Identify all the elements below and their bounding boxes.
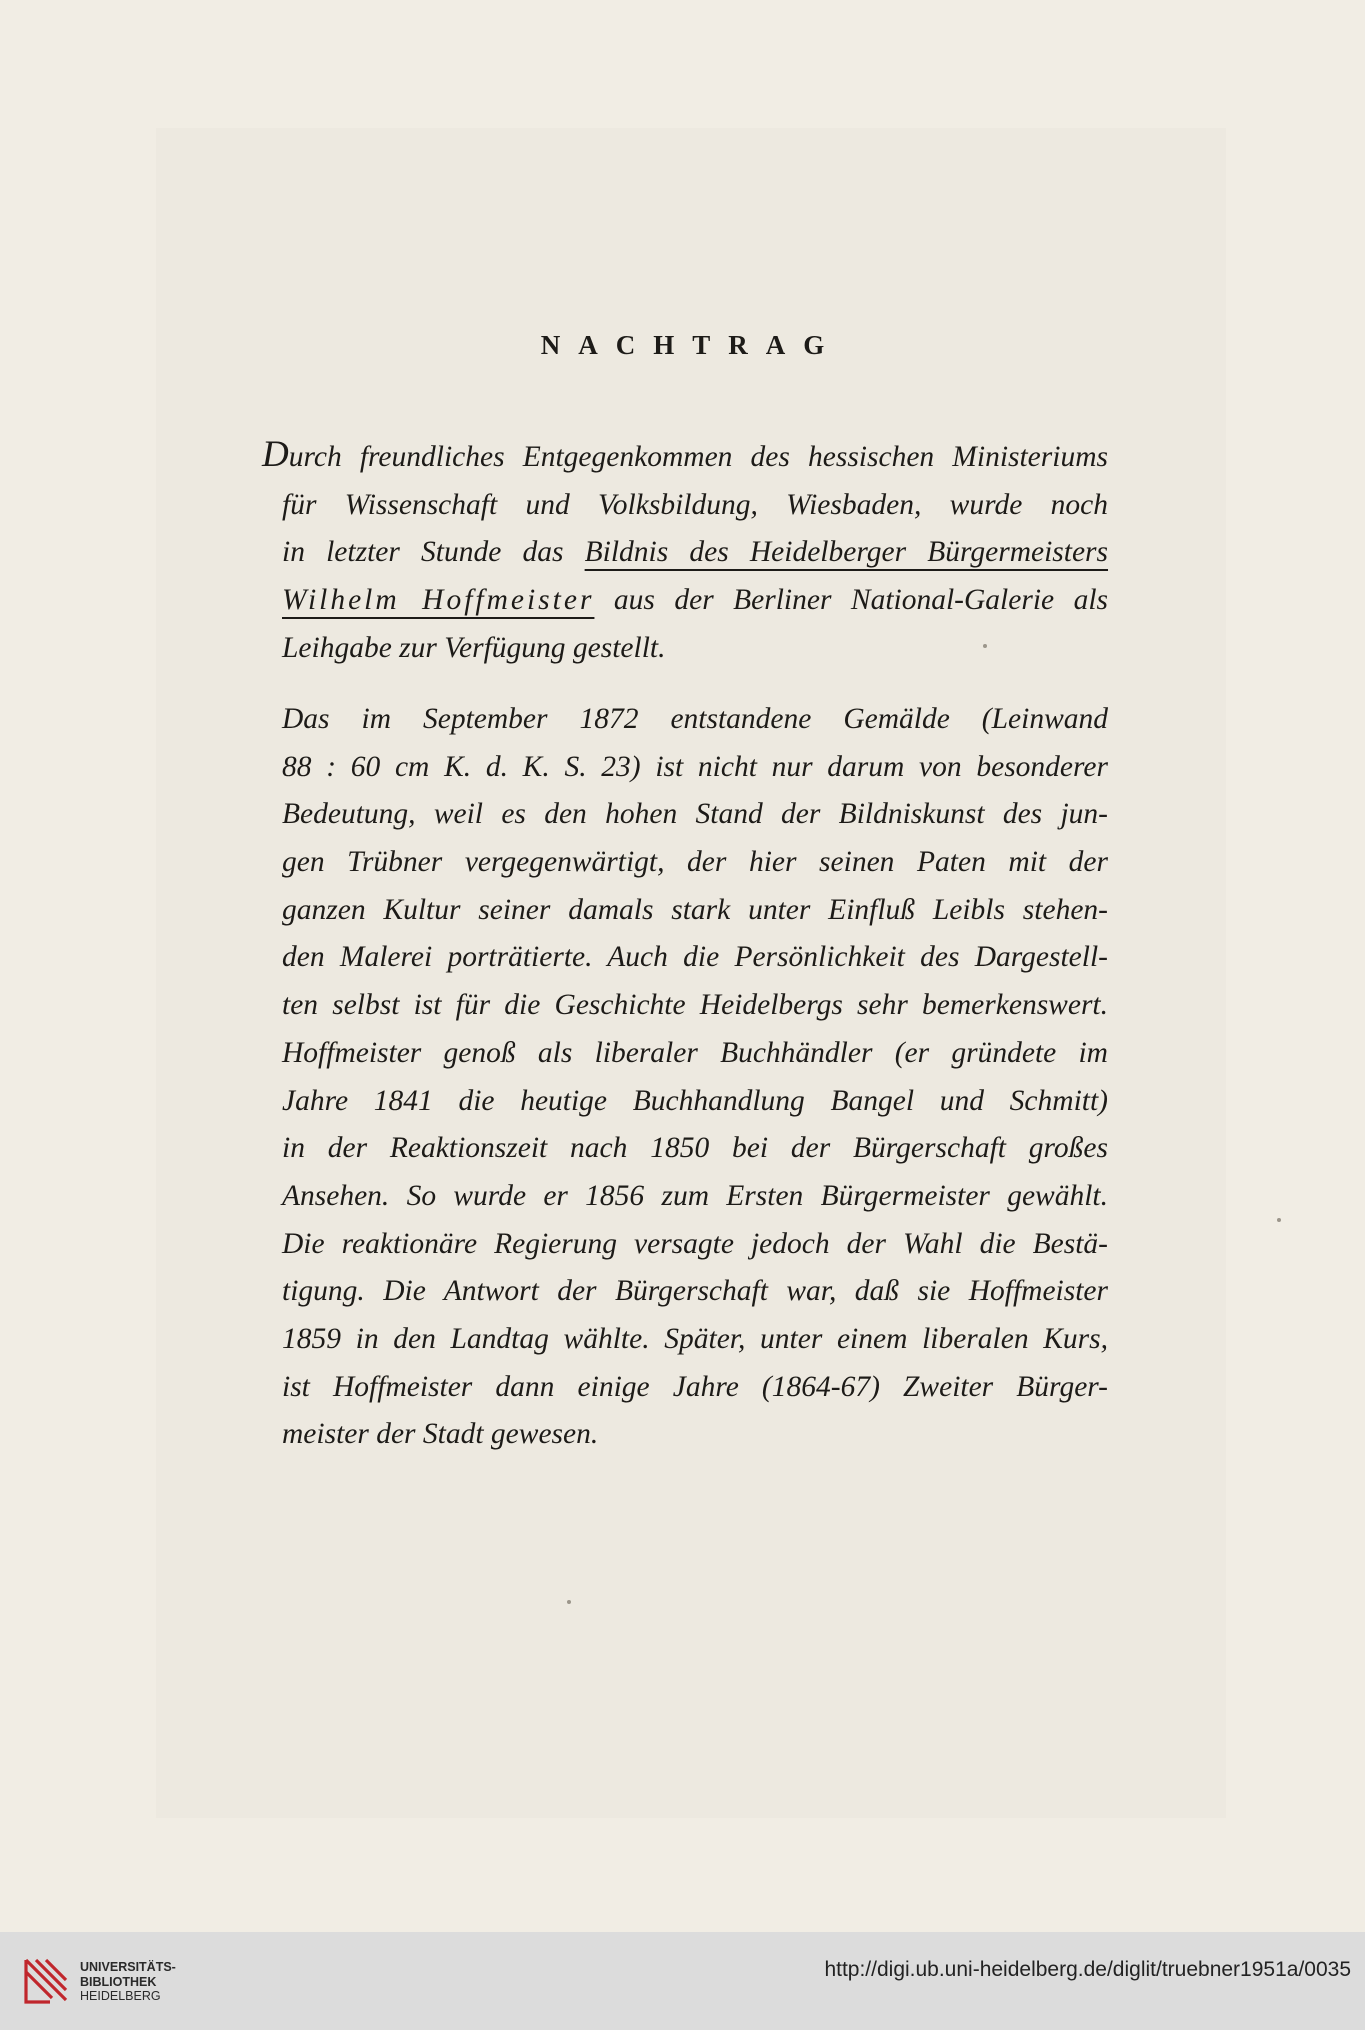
paragraph-2-line: in der Reaktionszeit nach 1850 bei der Bürgerschaft großes bbox=[282, 1132, 1108, 1165]
logo-line: HEIDELBERG bbox=[80, 1989, 161, 2003]
logo-stroke bbox=[26, 1972, 52, 1998]
permalink-url[interactable]: http://digi.ub.uni-heidelberg.de/diglit/truebner1951a/0035 bbox=[824, 1958, 1351, 1981]
paragraph-2-line: Ansehen. So wurde er 1856 zum Ersten Bürgermeister gewählt. bbox=[282, 1179, 1108, 1212]
paragraph-1-line-5: Leihgabe zur Verfügung gestellt. bbox=[282, 631, 666, 664]
paragraph-2-line: 1859 in den Landtag wählte. Später, unter einem liberalen Kurs, bbox=[282, 1322, 1108, 1355]
paragraph-2-line: Hoffmeister genoß als liberaler Buchhändler (er gründete im bbox=[282, 1036, 1108, 1069]
line-text: in letzter Stunde das bbox=[282, 536, 564, 569]
logo-stroke bbox=[46, 1960, 66, 1980]
library-logo-text bbox=[80, 1960, 176, 2004]
paragraph-2-line: gen Trübner vergegenwärtigt, der hier seinen Paten mit der bbox=[282, 846, 1108, 879]
library-logo-icon bbox=[22, 1954, 72, 2006]
paragraph-2-line: Die reaktionäre Regierung versagte jedoch der Wahl die Bestä- bbox=[282, 1227, 1108, 1260]
paragraph-2 bbox=[282, 696, 1108, 1459]
paragraph-2-line: Bedeutung, weil es den hohen Stand der Bildniskunst des jun- bbox=[282, 798, 1108, 831]
paragraph-2-line: meister der Stadt gewesen. bbox=[282, 1418, 599, 1451]
paragraph-2-line: Das im September 1872 entstandene Gemälde (Leinwand bbox=[282, 703, 1108, 735]
paper-speck bbox=[1277, 1218, 1281, 1222]
paragraph-1 bbox=[262, 434, 1109, 672]
paragraph-2-line: ist Hoffmeister dann einige Jahre (1864-67) Zweiter Bürger- bbox=[282, 1370, 1108, 1403]
paragraph-2-line: ganzen Kultur seiner damals stark unter Einfluß Leibls stehen- bbox=[282, 893, 1108, 926]
page-heading: NACHTRAG bbox=[540, 330, 843, 360]
drop-cap: D bbox=[262, 434, 289, 475]
paragraph-2-line: tigung. Die Antwort der Bürgerschaft war, daß sie Hoffmeister bbox=[282, 1275, 1108, 1308]
paragraph-2-line: Jahre 1841 die heutige Buchhandlung Bangel und Schmitt) bbox=[282, 1084, 1108, 1117]
paragraph-1-line-2: für Wissenschaft und Volksbildung, Wiesbaden, wurde noch bbox=[282, 488, 1108, 521]
line-text: urch freundliches Entgegenkommen des hessischen Ministeriums bbox=[288, 441, 1108, 473]
paragraph-1-line-1 bbox=[262, 434, 1108, 482]
logo-line: UNIVERSITÄTS- bbox=[80, 1960, 176, 1974]
logo-line: BIBLIOTHEK bbox=[80, 1974, 157, 1989]
paragraph-2-line: 88 : 60 cm K. d. K. S. 23) ist nicht nur darum von besonderer bbox=[282, 750, 1108, 783]
underlined-title: Bildnis des Heidelberger Bürgermeisters bbox=[584, 536, 1109, 569]
paragraph-2-line: den Malerei porträtierte. Auch die Persönlichkeit des Dargestell- bbox=[282, 941, 1108, 974]
underlined-name: Wilhelm Hoffmeister bbox=[282, 584, 595, 617]
paragraph-1-line-3 bbox=[282, 529, 1108, 577]
paper-speck bbox=[567, 1600, 571, 1604]
paragraph-2-line: ten selbst ist für die Geschichte Heidelbergs sehr bemerkenswert. bbox=[282, 989, 1108, 1022]
viewer-footer-bar bbox=[0, 1932, 1365, 2030]
line-text: aus der Berliner National-Galerie als bbox=[613, 584, 1108, 617]
paragraph-1-line-4 bbox=[282, 577, 1108, 625]
library-logo-strokes bbox=[26, 1960, 66, 2002]
paper-speck bbox=[983, 644, 987, 648]
